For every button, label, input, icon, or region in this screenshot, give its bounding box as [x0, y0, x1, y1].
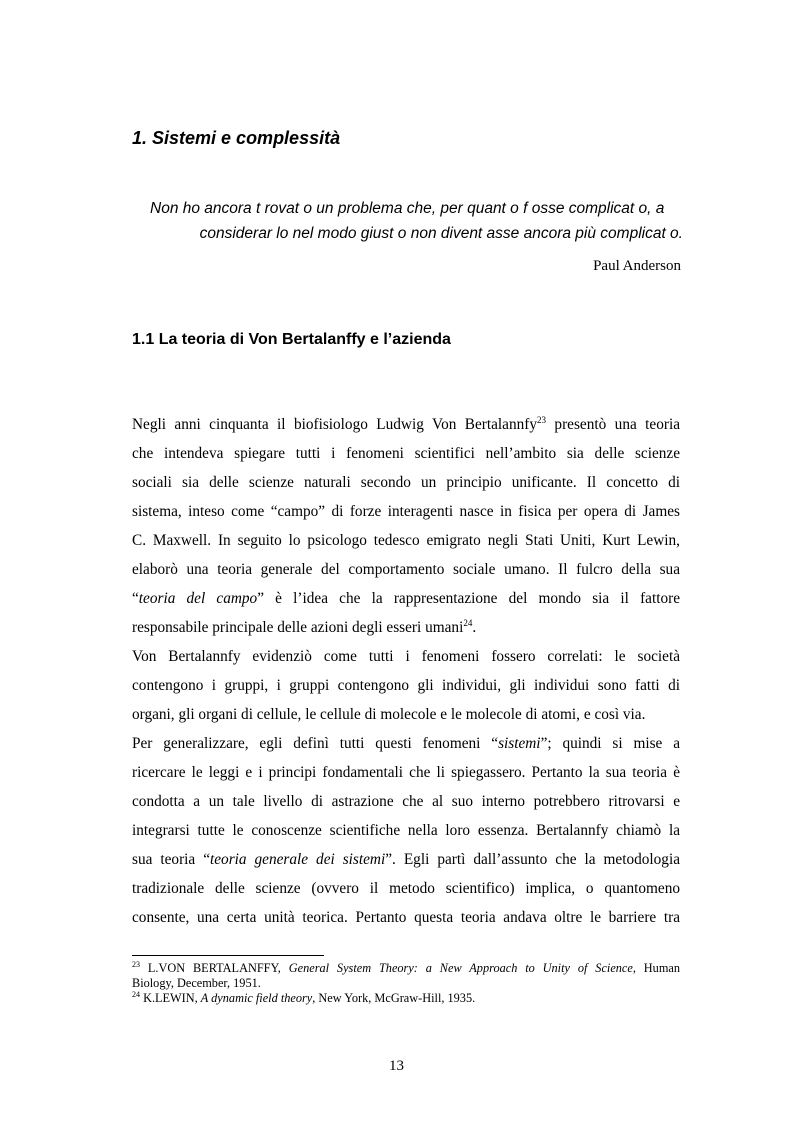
italic-term: teoria generale dei sistemi — [210, 851, 386, 868]
body-line: integrarsi tutte le conoscenze scientifiche nella loro essenza. Bertalannfy chiamò la — [132, 822, 680, 839]
footnote-ref-24: 24 — [463, 618, 473, 628]
epigraph-line-1: Non ho ancora t rovat o un problema che, per quant o f osse complicat o, a — [150, 200, 665, 217]
body-line: organi, gli organi di cellule, le cellule di molecole e le molecole di atomi, e così via. — [132, 706, 646, 723]
body-line: “teoria del campo” è l’idea che la rappresentazione del mondo sia il fattore — [132, 590, 680, 607]
body-line: che intendeva spiegare tutti i fenomeni scientifici nell’ambito sia delle scienze — [132, 445, 680, 462]
body-line: responsabile principale delle azioni degli esseri umani$^{24}$. — [132, 618, 477, 636]
footnote-23: $^{23}$ L.VON BERTALANFFY, General System Theory: a New Approach to Unity of Science, Human Biology, December, 1951. — [132, 960, 680, 990]
epigraph-quote — [150, 196, 683, 246]
epigraph-line-2: considerar lo nel modo giust o non divent asse ancora più complicat o. — [199, 225, 683, 242]
body-line: C. Maxwell. In seguito lo psicologo tedesco emigrato negli Stati Uniti, Kurt Lewin, — [132, 532, 680, 549]
body-line: consente, una certa unità teorica. Pertanto questa teoria andava oltre le barriere tra — [132, 909, 680, 926]
body-line: sua teoria “teoria generale dei sistemi”. Egli partì dall’assunto che la metodologia — [132, 851, 680, 868]
body-line: condotta a un tale livello di astrazione che al suo interno potrebbero ritrovarsi e — [132, 793, 680, 810]
footnotes — [132, 961, 680, 1006]
body-paragraphs — [132, 410, 680, 932]
section-title: 1.1 La teoria di Von Bertalanffy e l’azienda — [132, 331, 451, 348]
chapter-title: 1. Sistemi e complessità — [132, 128, 341, 148]
body-line: Per generalizzare, egli definì tutti questi fenomeni “sistemi”; quindi si mise a — [132, 735, 680, 752]
body-line: ricercare le leggi e i principi fondamentali che li spiegassero. Pertanto la sua teoria è — [132, 764, 680, 781]
italic-term: teoria del campo — [138, 590, 258, 607]
body-line: contengono i gruppi, i gruppi contengono gli individui, gli individui sono fatti di — [132, 677, 680, 694]
body-line: tradizionale delle scienze (ovvero il metodo scientifico) implica, o quantomeno — [132, 880, 680, 897]
body-line: Negli anni cinquanta il biofisiologo Ludwig Von Bertalannfy$^{23}$ presentò una teoria — [132, 415, 680, 433]
body-line: sociali sia delle scienze naturali secondo un principio unificante. Il concetto di — [132, 474, 680, 491]
footnote-divider — [132, 955, 324, 956]
footnote-24: $^{24}$ K.LEWIN, A dynamic field theory, New York, McGraw-Hill, 1935. — [132, 990, 476, 1005]
body-line: elaborò una teoria generale del comportamento sociale umano. Il fulcro della sua — [132, 561, 680, 578]
epigraph-author: Paul Anderson — [593, 258, 681, 274]
italic-term: sistemi — [498, 735, 541, 752]
body-line: Von Bertalannfy evidenziò come tutti i fenomeni fossero correlati: le società — [132, 648, 680, 665]
body-line: sistema, inteso come “campo” di forze interagenti nasce in fisica per opera di James — [132, 503, 680, 520]
footnote-ref-23: 23 — [537, 415, 547, 425]
page-number: 13 — [389, 1058, 404, 1074]
